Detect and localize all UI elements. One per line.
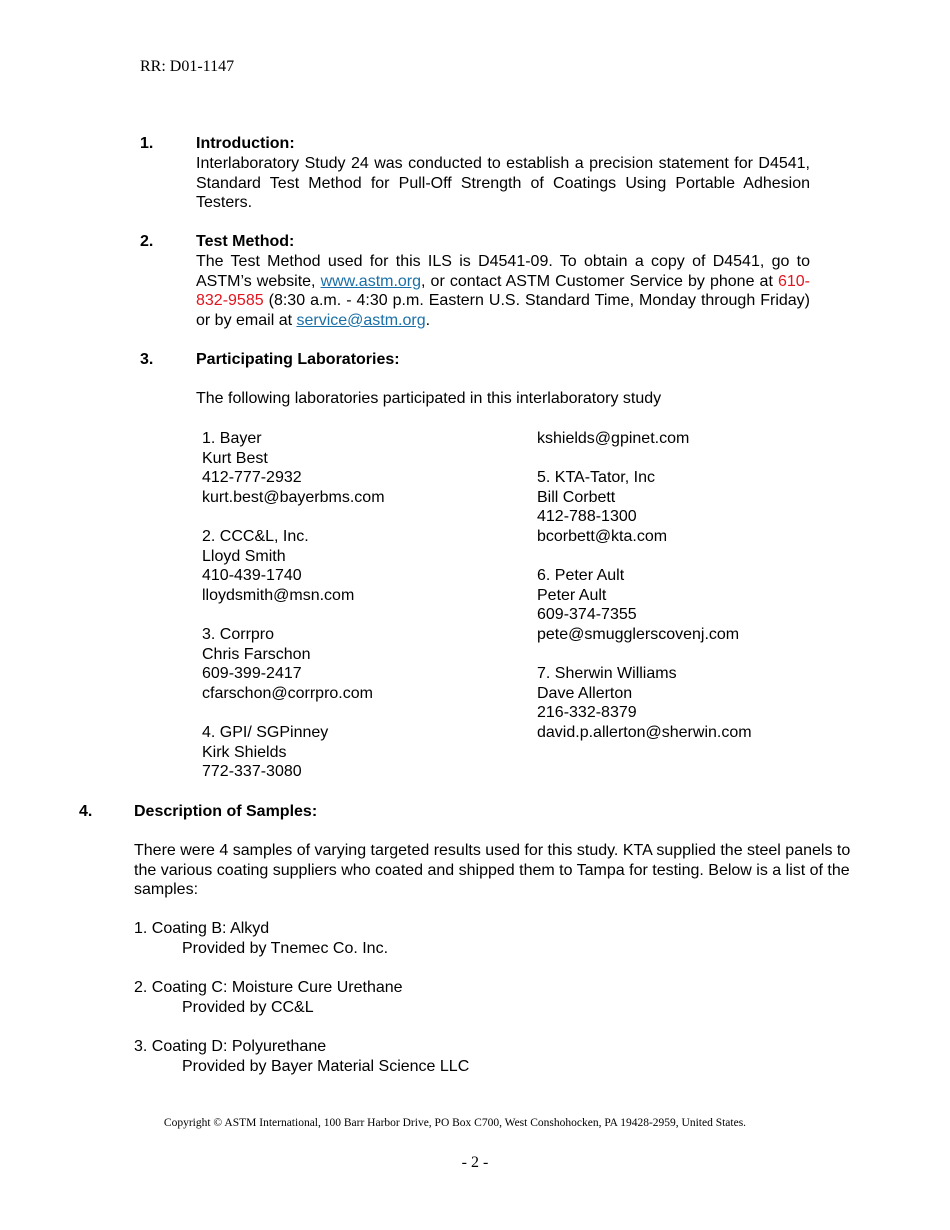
astm-website-link[interactable]: www.astm.org — [320, 272, 422, 290]
section-number: 1. — [140, 135, 154, 152]
copyright-footer: Copyright © ASTM International, 100 Barr Harbor Drive, PO Box C700, West Conshohocken, PA 19428-2959, United States. — [163, 1117, 747, 1129]
sample-provider: Provided by Bayer Material Science LLC — [182, 1058, 470, 1075]
section-body: There were 4 samples of varying targeted results used for this study. KTA supplied the steel panels to the various coating suppliers who coated and shipped them to Tampa for testing. Below is a list of the samples: — [134, 842, 851, 899]
lab-entry: 4. GPI/ SGPinney Kirk Shields 772-337-3080 — [202, 724, 329, 781]
section-title: Introduction: — [196, 135, 295, 152]
sample-item: 3. Coating D: Polyurethane — [134, 1038, 327, 1055]
section-title: Test Method: — [196, 233, 295, 250]
section-title: Participating Laboratories: — [196, 351, 400, 368]
section-body: The Test Method used for this ILS is D4541-09. To obtain a copy of D4541, go to ASTM’s website, www.astm.org, or contact ASTM Customer Service by phone at 610-832-9585 (8:30 a.m. - 4:30 p.m. Eastern U.S. Standard Time, Monday through Friday) or by email at service@astm.org. — [196, 253, 811, 329]
section-number: 3. — [140, 351, 154, 368]
lab-entry-continued: kshields@gpinet.com — [537, 430, 690, 447]
page-number: - 2 - — [461, 1154, 489, 1171]
section-title: Description of Samples: — [134, 803, 318, 820]
sample-item: 2. Coating C: Moisture Cure Urethane — [134, 979, 403, 996]
labs-intro: The following laboratories participated in this interlaboratory study — [196, 390, 662, 407]
service-email-link[interactable]: service@astm.org — [296, 311, 426, 329]
section-body: Interlaboratory Study 24 was conducted to establish a precision statement for D4541, Standard Test Method for Pull-Off Strength of Coatings Using Portable Adhesion Testers. — [196, 155, 810, 212]
section-number: 2. — [140, 233, 154, 250]
sample-item: 1. Coating B: Alkyd — [134, 920, 270, 937]
customer-service-phone: 610-832-9585 — [196, 272, 811, 310]
lab-entry: 7. Sherwin Williams Dave Allerton 216-332-8379 david.p.allerton@sherwin.com — [537, 665, 752, 741]
sample-provider: Provided by CC&L — [182, 999, 314, 1016]
sample-provider: Provided by Tnemec Co. Inc. — [182, 940, 389, 957]
section-number: 4. — [79, 803, 93, 820]
lab-entry: 5. KTA-Tator, Inc Bill Corbett 412-788-1300 bcorbett@kta.com — [537, 469, 668, 545]
lab-entry: 3. Corrpro Chris Farschon 609-399-2417 cfarschon@corrpro.com — [202, 626, 373, 702]
lab-entry: 1. Bayer Kurt Best 412-777-2932 kurt.best@bayerbms.com — [202, 430, 385, 506]
document-id: RR: D01-1147 — [140, 58, 235, 75]
lab-entry: 6. Peter Ault Peter Ault 609-374-7355 pete@smugglerscovenj.com — [537, 567, 740, 643]
lab-entry: 2. CCC&L, Inc. Lloyd Smith 410-439-1740 lloydsmith@msn.com — [202, 528, 355, 604]
